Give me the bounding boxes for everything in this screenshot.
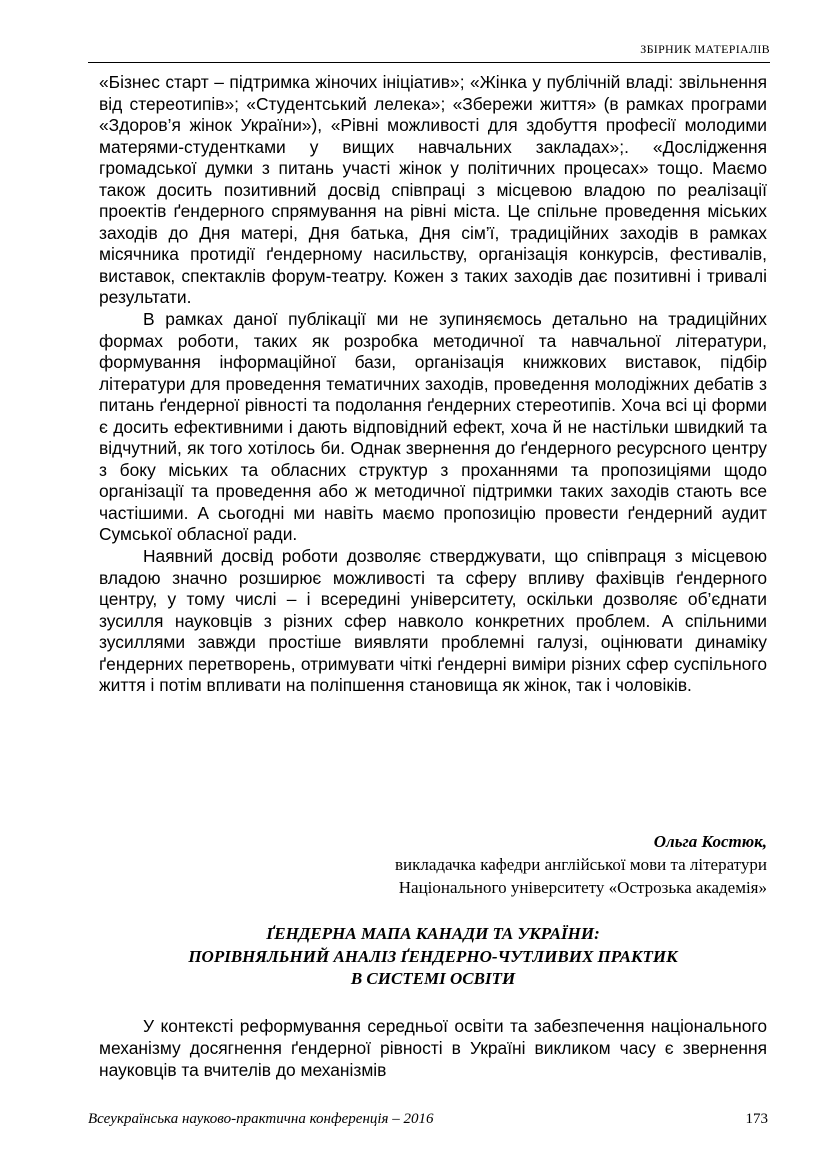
article-body: [99, 1016, 767, 1081]
body-text: [99, 72, 767, 697]
author-name: Ольга Костюк,: [653, 832, 767, 851]
paragraph-3: Наявний досвід роботи дозволяє стверджувати, що співпраця з місцевою владою значно розширює можливості та сферу впливу фахівців ґендерного центру, у тому числі – і всередині університету, оскільки дозволяє об’єднати зусилля науковців з різних сфер навколо конкретних проблем. А спільними зусиллями завжди простіше виявляти проблемні галузі, оцінювати динаміку ґендерних перетворень, отримувати чіткі ґендерні виміри різних сфер суспільного життя і потім впливати на поліпшення становища як жінок, так і чоловіків.: [99, 546, 767, 696]
article-title-line-2: ПОРІВНЯЛЬНИЙ АНАЛІЗ ҐЕНДЕРНО-ЧУТЛИВИХ ПРАКТИК: [188, 946, 678, 966]
article-intro-paragraph: У контексті реформування середньої освіти та забезпечення національного механізму досягнення ґендерної рівності в Україні викликом часу є звернення науковців та вчителів до механізмів: [99, 1016, 767, 1080]
page-number: 173: [745, 1111, 768, 1127]
conference-name: Всеукраїнська науково-практична конференція – 2016: [88, 1111, 434, 1127]
running-title: ЗБІРНИК МАТЕРІАЛІВ: [640, 42, 770, 56]
paragraph-2: В рамках даної публікації ми не зупиняємось детально на традиційних формах роботи, таких як розробка методичної та навчальної літератури, формування інформаційної бази, організація книжкових виставок, підбір літератури для проведення тематичних заходів, проведення молодіжних дебатів з питань ґендерної рівності та подолання ґендерних стереотипів. Хоча всі ці форми є досить ефективними і дають відповідний ефект, хоча й не настільки швидкий та відчутний, як того хотілось би. Однак звернення до ґендерного ресурсного центру з боку міських та обласних структур з проханнями та пропозиціями щодо організації та проведення або ж методичної підтримки таких заходів стають все частішими. А сьогодні ми навіть маємо пропозицію провести ґендерний аудит Сумської обласної ради.: [99, 309, 767, 545]
article-title-line-3: В СИСТЕМІ ОСВІТИ: [350, 969, 516, 988]
author-position: викладачка кафедри англійської мови та літератури: [394, 855, 767, 874]
article-title-line-1: ҐЕНДЕРНА МАПА КАНАДИ ТА УКРАЇНИ:: [266, 924, 600, 943]
article-title: [99, 923, 767, 991]
author-block: [267, 830, 767, 899]
author-institution: Національного університету «Острозька академія»: [398, 878, 767, 897]
running-header: [88, 40, 770, 63]
paragraph-1: «Бізнес старт – підтримка жіночих ініціатив»; «Жінка у публічній владі: звільнення від стереотипів»; «Студентський лелека»; «Збережи життя» (в рамках програми «Здоров’я жінок України»), «Рівні можливості для здобуття професії молодими матерями-студентками у вищих навчальних закладах»;. «Дослідження громадської думки з питань участі жінок у політичних процесах» тощо. Маємо також досить позитивний досвід співпраці з місцевою владою по реалізації проектів ґендерного спрямування на рівні міста. Це спільне проведення міських заходів до Дня матері, Дня батька, Дня сім’ї, традиційних заходів в рамках місячника протидії ґендерному насильству, організація конкурсів, фестивалів, виставок, спектаклів форум-театру. Кожен з таких заходів дає позитивні і тривалі результати.: [99, 72, 767, 308]
